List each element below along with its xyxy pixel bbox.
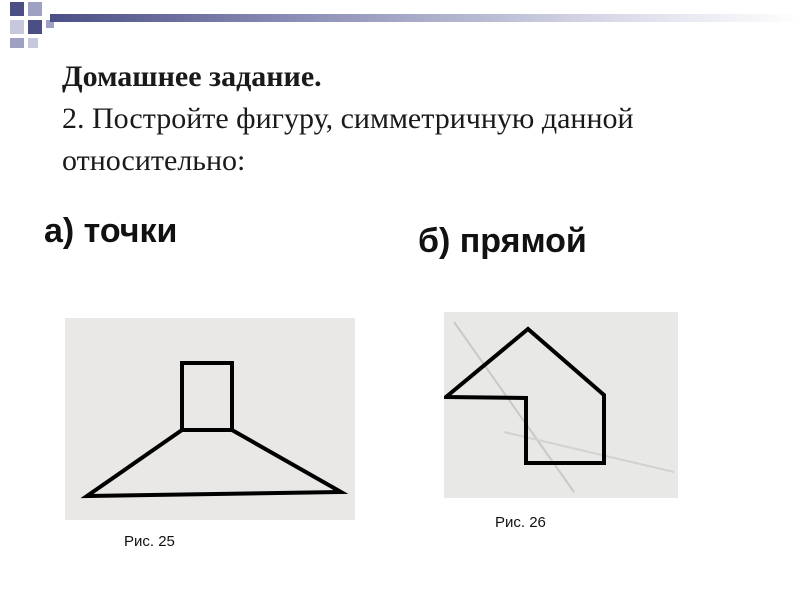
figure-25-drawing	[65, 318, 355, 520]
figure-25-stem	[182, 363, 232, 430]
figure-26-shape	[446, 329, 604, 463]
header-gradient-bar	[50, 14, 800, 22]
option-b-label: б) прямой	[418, 222, 587, 260]
figure-26	[444, 312, 678, 498]
figure-25	[65, 318, 355, 520]
figure-26-guide-line	[454, 322, 574, 492]
caption-figure-26: Рис. 26	[495, 514, 546, 531]
task-text-line2: относительно:	[62, 144, 246, 177]
option-a-label: а) точки	[44, 212, 178, 250]
task-text-line1: 2. Постройте фигуру, симметричную данной	[62, 102, 634, 135]
figure-26-drawing	[444, 312, 678, 498]
figure-26-guide-line	[504, 432, 674, 472]
figure-25-base	[87, 430, 341, 496]
caption-figure-25: Рис. 25	[124, 533, 175, 550]
slide-title: Домашнее задание.	[62, 60, 322, 93]
slide-title-block	[62, 56, 782, 182]
